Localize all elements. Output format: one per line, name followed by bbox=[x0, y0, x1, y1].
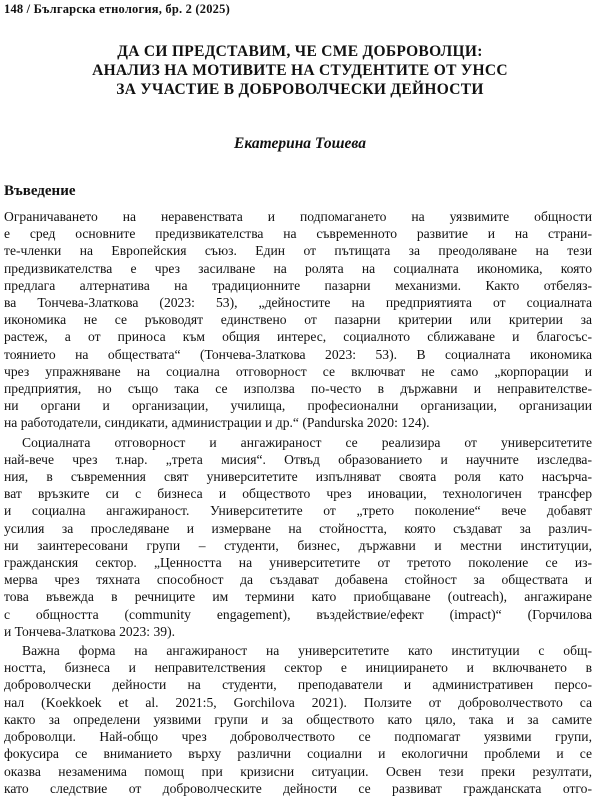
text-line: като следствие от доброволческите дейности се развиват гражданската отго- bbox=[4, 780, 592, 796]
text-line: доброволчески дейности на студенти, преподаватели и административен персо- bbox=[4, 677, 592, 693]
text-line: това въвежда в речниците им термини като приобщаване (outreach), ангажиране bbox=[4, 589, 592, 605]
title-line: ДА СИ ПРЕДСТАВИМ, ЧЕ СМЕ ДОБРОВОЛЦИ: bbox=[117, 43, 483, 60]
text-line: те-членки на Европейския съюз. Един от пътищата за преодоляване на тези bbox=[4, 243, 592, 259]
text-line: и социална ангажираност. Университетите от „трето поколение“ вече добавят bbox=[4, 503, 592, 519]
running-header: 148 / Българска етнология, бр. 2 (2025) bbox=[4, 2, 230, 16]
text-line: най-вече чрез т.нар. „трета мисия“. Отвъд образованието и научните изследва- bbox=[4, 451, 592, 467]
text-line: тоянието на обществата“ (Тончева-Златкова 2023: 53). В социалната икономика bbox=[4, 346, 592, 362]
title-line: ЗА УЧАСТИЕ В ДОБРОВОЛЧЕСКИ ДЕЙНОСТИ bbox=[116, 81, 484, 98]
text-line: на работодатели, синдикати, администрации и др.“ (Pandurska 2020: 124). bbox=[4, 415, 430, 431]
text-line: ват връзките си с бизнеса и обществото чрез иновации, технологичен трансфер bbox=[4, 486, 592, 502]
text-line: чрез упражняване на социална отговорност се включват не само „корпорации и bbox=[4, 363, 592, 379]
author-name: Екатерина Тошева bbox=[234, 135, 366, 152]
text-line: икономика не се ръководят единствено от пазарни критерии или критерии за bbox=[4, 312, 592, 328]
text-line: ни заинтересовани групи – студенти, бизнес, държавни и местни институции, bbox=[4, 537, 592, 553]
text-line: Ограничаването на неравенствата и подпомагането на уязвимите общности bbox=[4, 209, 592, 224]
paragraph bbox=[4, 642, 592, 797]
text-line: растеж, а от приноса към общия интерес, социалното сближаване и благосъс- bbox=[4, 329, 592, 345]
text-line: усилия за проследяване и измерване на стойността, която създават за различ- bbox=[4, 520, 592, 536]
text-line: предлага алтернатива на традиционните пазарни механизми. Както отбеляз- bbox=[4, 277, 592, 293]
text-line: фокусира се вниманието върху различни социални и екологични проблеми и се bbox=[4, 746, 592, 762]
text-line: оказва незаменима помощ при кризисни ситуации. Освен тези преки резултати, bbox=[4, 763, 592, 779]
text-line: Важна форма на ангажираност на университетите като институции с общ- bbox=[22, 643, 592, 659]
title-line: АНАЛИЗ НА МОТИВИТЕ НА СТУДЕНТИТЕ ОТ УНСС bbox=[92, 62, 508, 79]
text-line: Социалната отговорност и ангажираност се реализира от университетите bbox=[22, 434, 592, 450]
text-line: предизвикателства е чрез засилване на ролята на социалната икономика, която bbox=[4, 260, 592, 276]
paragraph bbox=[4, 434, 592, 640]
text-line: ния, в съвременния свят университетите изпълняват своята роля като насърча- bbox=[4, 469, 592, 485]
text-line: доброволци. Най-общо чрез доброволчеството се подпомагат уязвими групи, bbox=[4, 729, 592, 745]
text-line: мерва чрез тяхната способност да създават добавена стойност за обществата и bbox=[4, 572, 592, 588]
text-line: ва Тончева-Златкова (2023: 53), „дейностите на предприятията от социалната bbox=[4, 295, 592, 311]
text-line: ността, бизнеса и неправителствения сектор е инициирането и включването в bbox=[4, 660, 592, 676]
article-body bbox=[4, 208, 592, 797]
text-line: е сред основните предизвикателства на съвременното развитие и на страни- bbox=[4, 226, 592, 242]
text-line: както за определени уязвими групи и за обществото като цяло, така и за самите bbox=[4, 711, 592, 727]
text-line: гражданския сектор. „Ценността на университетите от третото поколение се из- bbox=[4, 555, 592, 571]
text-line: предприятия, но също така се използва по-често в държавни и неправителстве- bbox=[4, 381, 592, 397]
text-line: ни органи и организации, училища, професионални организации, организации bbox=[4, 398, 592, 414]
section-heading: Въведение bbox=[4, 183, 76, 199]
text-line: и Тончева-Златкова 2023: 39). bbox=[4, 623, 175, 639]
text-line: нал (Koekkoek et al. 2021:5, Gorchilova 2021). Ползите от доброволчеството са bbox=[4, 694, 592, 710]
article-title bbox=[0, 42, 600, 99]
paragraph bbox=[4, 208, 592, 432]
text-line: с общността (community engagement), въздействие/ефект (impact)“ (Горчилова bbox=[4, 606, 592, 622]
